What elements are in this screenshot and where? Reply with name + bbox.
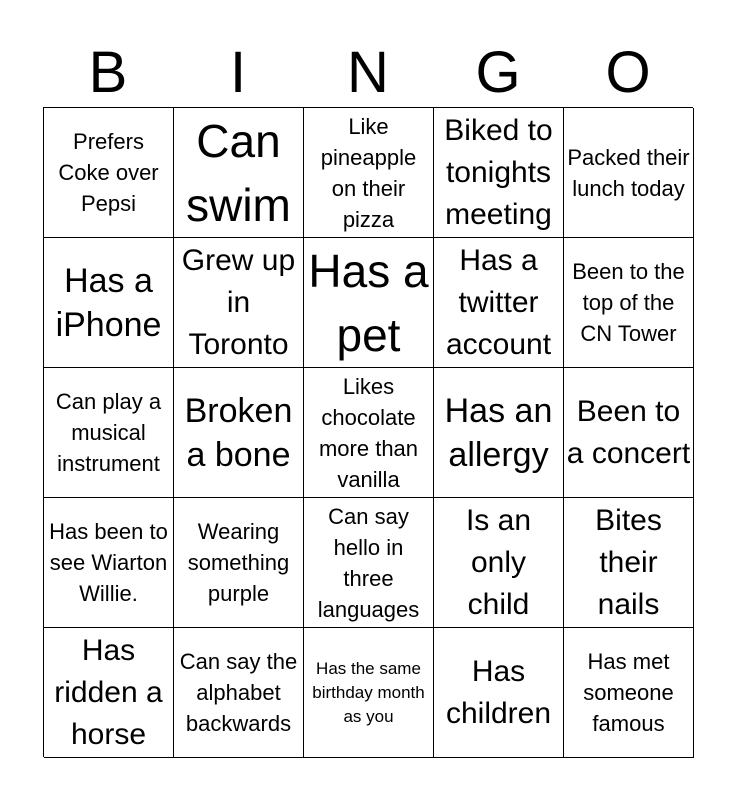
cell-text: Has a twitter account: [445, 243, 552, 361]
cell-text: Broken a bone: [184, 391, 293, 474]
bingo-cell[interactable]: [304, 368, 434, 498]
bingo-cell[interactable]: [434, 498, 564, 628]
cell-text: Can play a musical instrument: [55, 389, 162, 476]
cell-text: Has children: [445, 654, 552, 730]
cell-text: Likes chocolate more than vanilla: [318, 373, 419, 492]
bingo-cell[interactable]: [434, 238, 564, 368]
header-letter-b: B: [88, 40, 128, 105]
bingo-cell[interactable]: [304, 628, 434, 758]
cell-text: Has a iPhone: [55, 261, 162, 344]
cell-text: Bites their nails: [595, 503, 662, 621]
cell-text: Can say the alphabet backwards: [179, 649, 298, 736]
cell-text: Been to a concert: [566, 394, 691, 470]
cell-text: Is an only child: [465, 503, 532, 621]
cell-text: Prefers Coke over Pepsi: [58, 129, 159, 216]
bingo-cell[interactable]: [44, 108, 174, 238]
cell-text: Has ridden a horse: [54, 633, 163, 751]
bingo-cell[interactable]: [434, 628, 564, 758]
bingo-cell[interactable]: [564, 498, 694, 628]
bingo-cell[interactable]: [44, 498, 174, 628]
cell-text: Has the same birthday month as you: [312, 658, 425, 726]
header-letter-g: G: [475, 40, 521, 105]
bingo-cell[interactable]: [434, 108, 564, 238]
header-letter-i: I: [229, 40, 247, 105]
cell-text: Can swim: [186, 114, 291, 231]
bingo-header: [43, 40, 693, 106]
bingo-cell[interactable]: [434, 368, 564, 498]
cell-text: Biked to tonights meeting: [444, 113, 553, 231]
cell-text: Like pineapple on their pizza: [320, 113, 417, 232]
bingo-cell[interactable]: [174, 498, 304, 628]
cell-text: Has met someone famous: [583, 649, 674, 736]
bingo-cell[interactable]: [44, 628, 174, 758]
bingo-cell[interactable]: [564, 628, 694, 758]
bingo-cell[interactable]: [304, 108, 434, 238]
cell-text: Has an allergy: [444, 391, 553, 474]
bingo-cell[interactable]: [174, 628, 304, 758]
cell-text: Wearing something purple: [187, 519, 290, 606]
cell-text: Been to the top of the CN Tower: [572, 259, 685, 346]
cell-text: Has a pet: [308, 244, 429, 361]
cell-text: Can say hello in three languages: [317, 503, 420, 622]
bingo-cell[interactable]: [304, 238, 434, 368]
bingo-cell[interactable]: [44, 368, 174, 498]
bingo-cell[interactable]: [174, 238, 304, 368]
header-letter-o: O: [605, 40, 651, 105]
cell-text: Grew up in Toronto: [181, 243, 296, 361]
cell-text: Has been to see Wiarton Willie.: [49, 519, 168, 606]
bingo-cell[interactable]: [44, 238, 174, 368]
bingo-cell[interactable]: [174, 368, 304, 498]
bingo-cell[interactable]: [564, 368, 694, 498]
bingo-card-grid: [43, 107, 693, 757]
bingo-cell[interactable]: [304, 498, 434, 628]
bingo-cell[interactable]: [564, 238, 694, 368]
bingo-cell[interactable]: [564, 108, 694, 238]
cell-text: Packed their lunch today: [567, 144, 690, 201]
header-letter-n: N: [347, 40, 389, 105]
bingo-cell[interactable]: [174, 108, 304, 238]
